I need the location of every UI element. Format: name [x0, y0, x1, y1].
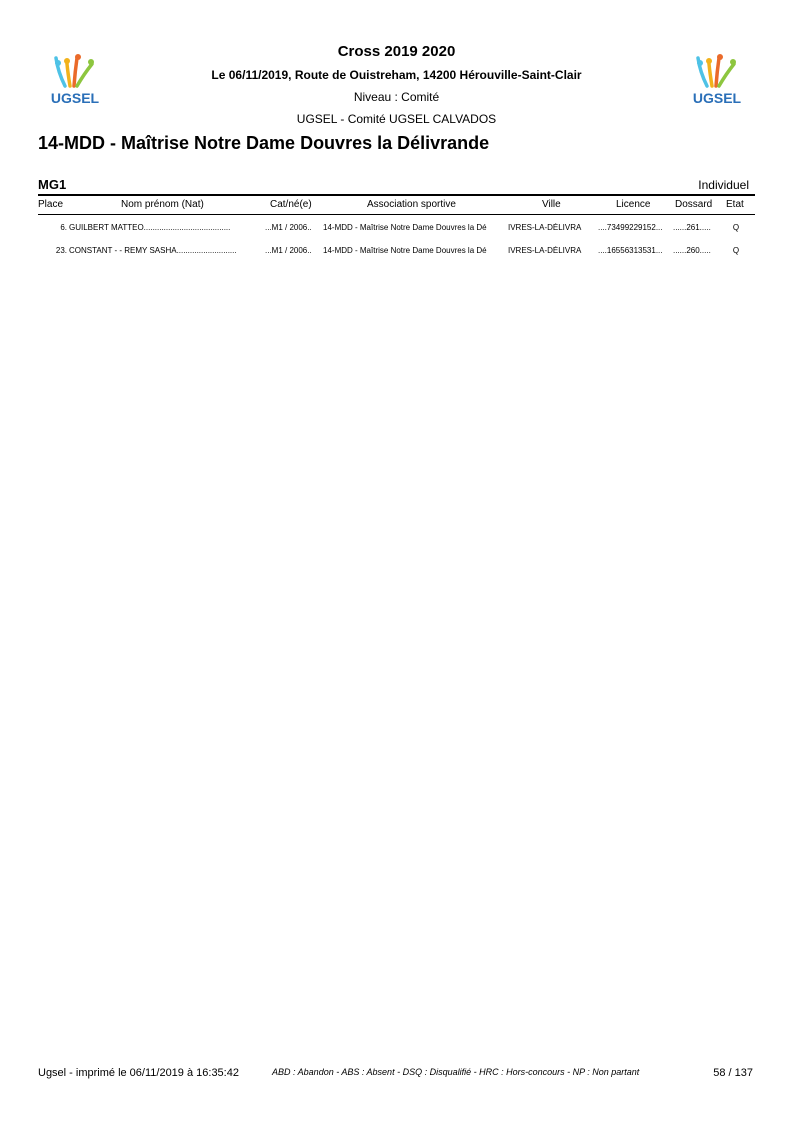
cell-etat: Q: [732, 223, 740, 232]
cell-association: 14-MDD - Maîtrise Notre Dame Douvres la Dé: [323, 246, 487, 255]
column-header-cat: Cat/né(e): [270, 199, 312, 210]
cell-place: 6.: [60, 223, 67, 232]
table-row: [0, 223, 793, 235]
cell-name: GUILBERT MATTEO.......................................: [69, 223, 231, 232]
table-row: [0, 246, 793, 258]
category-type: Individuel: [698, 178, 749, 192]
category-code: MG1: [38, 177, 67, 192]
club-title: 14-MDD - Maîtrise Notre Dame Douvres la Délivrande: [38, 133, 490, 153]
column-header-etat: Etat: [726, 199, 744, 210]
cell-dossard: ......260.....: [673, 246, 711, 255]
cell-association: 14-MDD - Maîtrise Notre Dame Douvres la Dé: [323, 223, 487, 232]
cell-ville: IVRES-LA-DÉLIVRA: [508, 223, 582, 232]
footer-legend: ABD : Abandon - ABS : Absent - DSQ : Disqualifié - HRC : Hors-concours - NP : Non partant: [272, 1067, 640, 1077]
column-header-association: Association sportive: [367, 199, 456, 210]
event-title: Cross 2019 2020: [337, 43, 456, 60]
column-header-ville: Ville: [542, 199, 561, 210]
column-header-licence: Licence: [616, 199, 651, 210]
cell-licence: ....73499229152...: [598, 223, 663, 232]
column-header-name: Nom prénom (Nat): [121, 199, 204, 210]
section-divider: [38, 194, 755, 196]
event-date-location: Le 06/11/2019, Route de Ouistreham, 14200 Hérouville-Saint-Clair: [211, 68, 582, 82]
event-level: Niveau : Comité: [353, 90, 440, 104]
cell-category: ...M1 / 2006..: [265, 246, 312, 255]
svg-text:UGSEL: UGSEL: [692, 90, 742, 106]
cell-licence: ....16556313531...: [598, 246, 663, 255]
footer-page-number: 58 / 137: [713, 1067, 753, 1079]
cell-name: CONSTANT - - REMY SASHA...........................: [69, 246, 237, 255]
cell-dossard: ......261.....: [673, 223, 711, 232]
column-header-dossard: Dossard: [675, 199, 713, 210]
table-header-divider: [38, 214, 755, 215]
svg-text:UGSEL: UGSEL: [50, 90, 100, 106]
column-header-place: Place: [38, 199, 64, 210]
cell-ville: IVRES-LA-DÉLIVRA: [508, 246, 582, 255]
cell-category: ...M1 / 2006..: [265, 223, 312, 232]
event-organizer: UGSEL - Comité UGSEL CALVADOS: [296, 112, 497, 126]
cell-place: 23.: [55, 246, 67, 255]
cell-etat: Q: [732, 246, 740, 255]
footer-printed-date: Ugsel - imprimé le 06/11/2019 à 16:35:42: [38, 1067, 239, 1079]
